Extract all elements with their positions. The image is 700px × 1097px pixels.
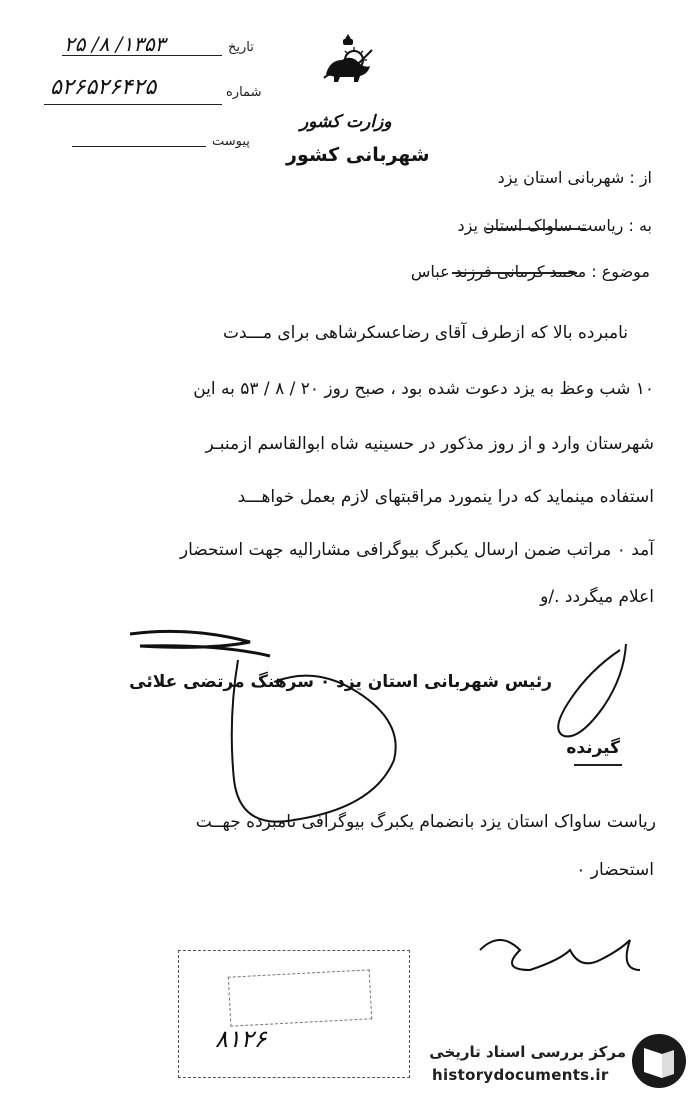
subject-strike-rule bbox=[452, 272, 577, 274]
body-line-6: اعلام میگردد ./و bbox=[540, 587, 654, 607]
stamp-inner-box bbox=[228, 969, 372, 1026]
signature-title: رئیس شهربانی استان یزد ۰ سرهنگ مرتضی علائی bbox=[129, 672, 552, 692]
date-label: تاریخ bbox=[228, 40, 254, 55]
lion-and-sun-emblem-icon bbox=[318, 30, 378, 90]
body-line-2: ۱۰ شب وعظ به یزد دعوت شده بود ، صبح روز ۲۰ / ۸ / ۵۳ به این bbox=[193, 379, 654, 399]
signature-scribble-icon bbox=[120, 620, 660, 830]
number-label: شماره bbox=[226, 85, 262, 100]
to-strike-rule bbox=[486, 228, 586, 230]
number-rule bbox=[44, 104, 222, 105]
department-title: شهربانی کشور bbox=[286, 144, 430, 166]
body-line-3: شهرستان وارد و از روز مذکور در حسینیه شاه ابوالقاسم ازمنبـر bbox=[205, 434, 654, 454]
body-line-4: استفاده مینماید که درا ینمورد مراقبتهای لازم بعمل خواهـــد bbox=[237, 487, 654, 507]
date-rule bbox=[62, 55, 222, 56]
watermark-url: historydocuments.ir bbox=[432, 1066, 609, 1084]
attachment-rule bbox=[72, 146, 206, 147]
second-signature-icon bbox=[470, 920, 650, 990]
ministry-title: وزارت کشور bbox=[300, 112, 392, 132]
recipient-underline bbox=[574, 764, 622, 766]
body-line-1: نامبرده بالا که ازطرف آقای رضاعسکرشاهی برای مـــدت bbox=[222, 323, 628, 343]
recipient-heading: گیرنده bbox=[566, 738, 620, 758]
from-field: از : شهربانی استان یزد bbox=[497, 168, 652, 187]
archive-stamp bbox=[178, 950, 410, 1078]
body-line-5: آمد ۰ مراتب ضمن ارسال یکبرگ بیوگرافی مشارالیه جهت استحضار bbox=[179, 540, 654, 560]
recipient-line-1: ریاست ساواک استان یزد بانضمام یکبرگ بیوگرافی نامبرده جهــت bbox=[195, 812, 656, 832]
date-value: ۱۳۵۳/ ۸/ ۲۵ bbox=[64, 32, 166, 56]
subject-field: موضوع : محمد کرمانی فرزند عباس bbox=[410, 262, 650, 281]
number-value: ۵۲۶۵۲۶۴۲۵ bbox=[50, 75, 157, 100]
stamp-file-number: ۸۱۲۶ bbox=[215, 1025, 267, 1053]
attachment-label: پیوست bbox=[212, 134, 250, 149]
archive-logo-icon bbox=[630, 1032, 688, 1090]
recipient-line-2: استحضار ۰ bbox=[576, 860, 654, 880]
watermark-title: مرکز بررسی اسناد تاریخی bbox=[429, 1043, 626, 1061]
to-field: به : ریاست ساواک استان یزد bbox=[457, 216, 652, 235]
